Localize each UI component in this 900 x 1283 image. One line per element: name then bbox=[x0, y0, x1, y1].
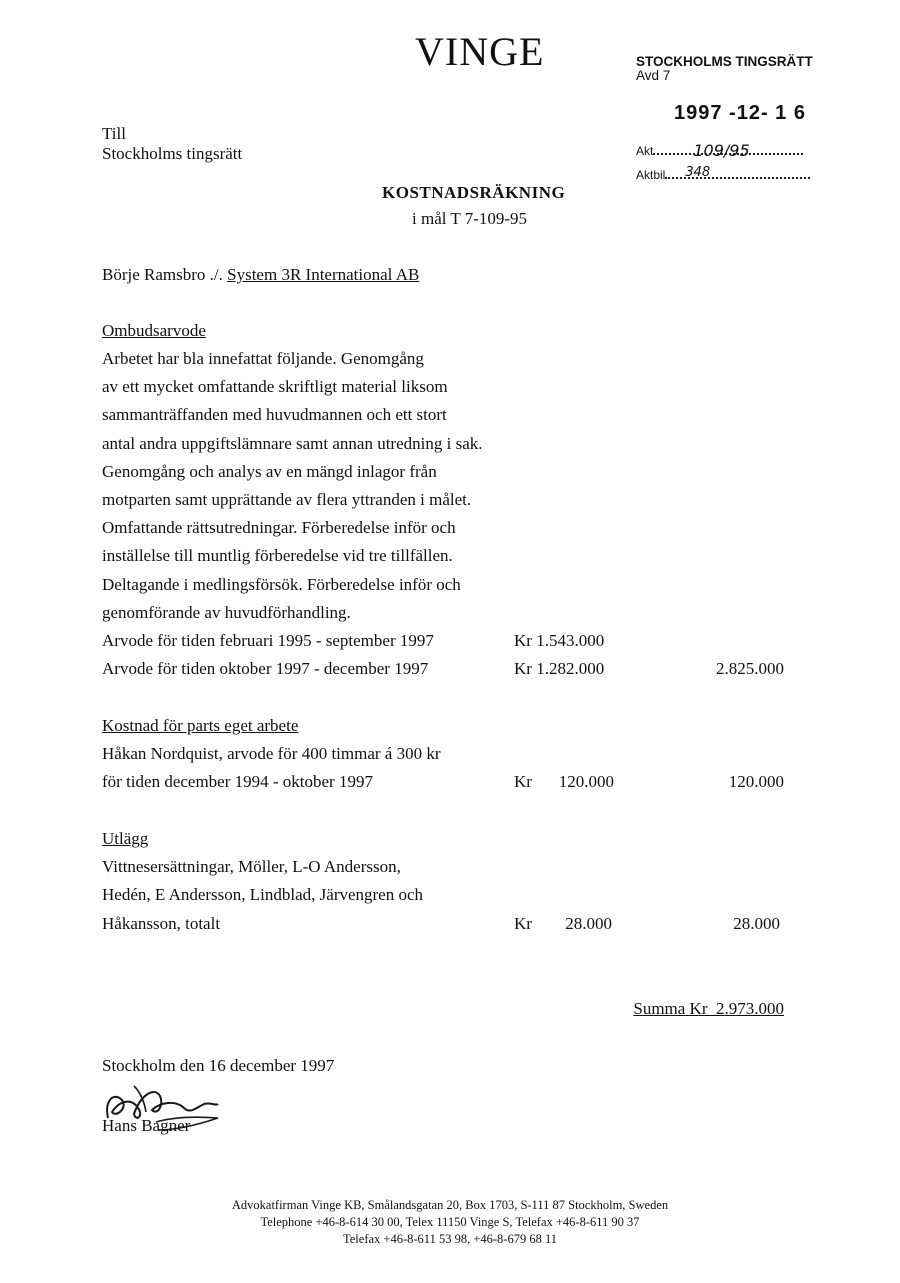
recipient-line2: Stockholms tingsrätt bbox=[102, 144, 243, 163]
document-title: KOSTNADSRÄKNING bbox=[382, 183, 566, 202]
case-number: i mål T 7-109-95 bbox=[412, 209, 528, 228]
place-date: Stockholm den 16 december 1997 bbox=[102, 1056, 335, 1075]
stamp-aktbil-label: Aktbil bbox=[636, 168, 666, 182]
ombud-line: sammanträffanden med huvudmannen och ett stort bbox=[102, 405, 447, 424]
stamp-aktbil bbox=[636, 165, 810, 182]
stamp-akt-value: 109/95 bbox=[693, 141, 750, 160]
plaintiff: Börje Ramsbro ./. bbox=[102, 265, 223, 284]
section-heading-ombud: Ombudsarvode bbox=[102, 321, 206, 340]
parties bbox=[102, 265, 419, 285]
defendant: System 3R International AB bbox=[227, 265, 420, 284]
ombud-line: Deltagande i medlingsförsök. Förberedelse inför och bbox=[102, 575, 461, 594]
ombud-line: inställelse till muntlig förberedelse vid tre tillfällen. bbox=[102, 546, 453, 565]
eget-line1: Håkan Nordquist, arvode för 400 timmar á 300 kr bbox=[102, 744, 441, 763]
stamp-dept: Avd 7 bbox=[636, 68, 671, 83]
summa-total: Summa Kr 2.973.000 bbox=[633, 999, 784, 1018]
fee2-amount: Kr 1.282.000 bbox=[514, 659, 605, 678]
letterhead-logo: VINGE bbox=[415, 29, 545, 74]
utlagg-amount: 28.000 bbox=[565, 914, 612, 933]
footer-line1: Advokatfirman Vinge KB, Smålandsgatan 20, Box 1703, S-111 87 Stockholm, Sweden bbox=[231, 1198, 669, 1212]
utlagg-currency: Kr bbox=[514, 914, 532, 933]
ombud-line: av ett mycket omfattande skriftligt material liksom bbox=[102, 377, 448, 396]
eget-line2: för tiden december 1994 - oktober 1997 bbox=[102, 772, 373, 791]
ombud-line: genomförande av huvudförhandling. bbox=[102, 603, 351, 622]
stamp-date: 1997 -12- 1 6 bbox=[674, 102, 806, 124]
footer-line2: Telephone +46-8-614 30 00, Telex 11150 Vinge S, Telefax +46-8-611 90 37 bbox=[260, 1215, 640, 1229]
stamp-court: STOCKHOLMS TINGSRÄTT bbox=[636, 54, 813, 69]
ombud-line: Omfattande rättsutredningar. Förberedelse inför och bbox=[102, 518, 456, 537]
utlagg-line1: Vittnesersättningar, Möller, L-O Andersson, bbox=[102, 857, 401, 876]
stamp-akt bbox=[636, 141, 803, 160]
utlagg-line3: Håkansson, totalt bbox=[102, 914, 221, 933]
ombud-line: Arbetet har bla innefattat följande. Genomgång bbox=[102, 349, 424, 368]
section-heading-utlagg: Utlägg bbox=[102, 829, 149, 848]
eget-total: 120.000 bbox=[728, 772, 784, 791]
recipient-line1: Till bbox=[102, 124, 126, 143]
fee2-label: Arvode för tiden oktober 1997 - december 1997 bbox=[102, 659, 429, 678]
ombud-line: antal andra uppgiftslämnare samt annan utredning i sak. bbox=[102, 434, 483, 453]
eget-amount: 120.000 bbox=[558, 772, 614, 791]
signatory: Hans Bagner bbox=[102, 1116, 191, 1135]
stamp-akt-label: Akt bbox=[636, 144, 654, 158]
fee1-label: Arvode för tiden februari 1995 - september 1997 bbox=[102, 631, 434, 650]
ombud-line: motparten samt upprättande av flera yttranden i målet. bbox=[102, 490, 472, 509]
ombud-line: Genomgång och analys av en mängd inlagor från bbox=[102, 462, 437, 481]
eget-currency: Kr bbox=[514, 772, 532, 791]
utlagg-line2: Hedén, E Andersson, Lindblad, Järvengren och bbox=[102, 885, 424, 904]
footer-line3: Telefax +46-8-611 53 98, +46-8-679 68 11 bbox=[343, 1232, 557, 1246]
utlagg-total: 28.000 bbox=[733, 914, 780, 933]
ombud-total: 2.825.000 bbox=[716, 659, 784, 678]
section-heading-eget: Kostnad för parts eget arbete bbox=[102, 716, 299, 735]
fee1-amount: Kr 1.543.000 bbox=[514, 631, 605, 650]
stamp-aktbil-value: 348 bbox=[685, 165, 711, 180]
